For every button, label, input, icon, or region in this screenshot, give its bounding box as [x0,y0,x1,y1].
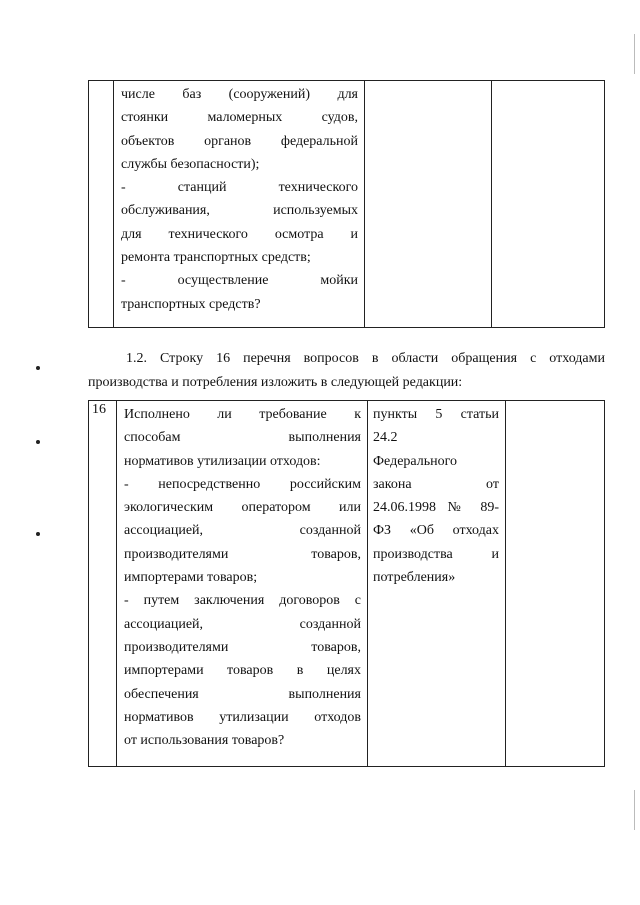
row-number: 16 [89,401,117,767]
question-line: импортерами товаров в целях [124,663,361,679]
question-line: ассоциацией, созданной [124,616,361,632]
reference-line: ФЗ «Об отходах [373,523,499,539]
reference-line: 24.2 [373,430,398,446]
question-cell [117,401,368,767]
question-line: производителями товаров, [124,639,361,655]
question-line: производителями товаров, [124,546,361,562]
question-line: обеспечения выполнения [124,686,361,702]
question-cell [114,81,365,328]
notes-cell [506,401,605,767]
question-line: нормативов утилизации отходов: [124,453,321,469]
reference-line: пункты 5 статьи [373,407,499,422]
checklist-table-continued [88,80,605,328]
question-line: - непосредственно российским [124,476,361,492]
question-line: транспортных средств? [121,296,261,312]
amendment-paragraph [88,347,605,395]
paragraph-line: 1.2. Строку 16 перечня вопросов в области обращения с отходами [126,351,605,366]
question-line: - путем заключения договоров с [124,593,361,609]
question-line: стоянки маломерных судов, [121,110,358,126]
question-line: службы безопасности); [121,156,260,172]
reference-line: закона от [373,476,499,492]
reference-line: потребления» [373,570,456,586]
table-row [89,401,605,767]
punch-mark [36,440,40,444]
question-line: нормативов утилизации отходов [124,709,361,725]
question-line: числе баз (сооружений) для [121,87,358,102]
reference-line: Федерального [373,453,458,469]
question-line: импортерами товаров; [124,570,258,586]
scan-edge-line [634,34,635,74]
question-line: способам выполнения [124,430,361,446]
scan-edge-line [634,790,635,830]
punch-mark [36,366,40,370]
question-line: Исполнено ли требование к [124,407,361,422]
notes-cell [492,81,605,328]
question-line: объектов органов федеральной [121,133,358,149]
question-line: от использования товаров? [124,733,285,749]
question-line: для технического осмотра и [121,226,358,242]
question-line: - станций технического [121,180,358,196]
question-line: экологическим оператором или [124,500,361,516]
reference-line: производства и [373,546,499,562]
question-line: ассоциацией, созданной [124,523,361,539]
table-row [89,81,605,328]
question-line: обслуживания, используемых [121,203,358,219]
reference-line: 24.06.1998 № 89- [373,500,499,516]
paragraph-line: производства и потребления изложить в следующей редакции: [88,375,463,390]
number-cell [89,81,114,328]
question-line: - осуществление мойки [121,273,358,289]
reference-cell [365,81,492,328]
punch-mark [36,532,40,536]
question-line: ремонта транспортных средств; [121,250,311,266]
reference-cell [368,401,506,767]
checklist-table-row-16 [88,400,605,767]
